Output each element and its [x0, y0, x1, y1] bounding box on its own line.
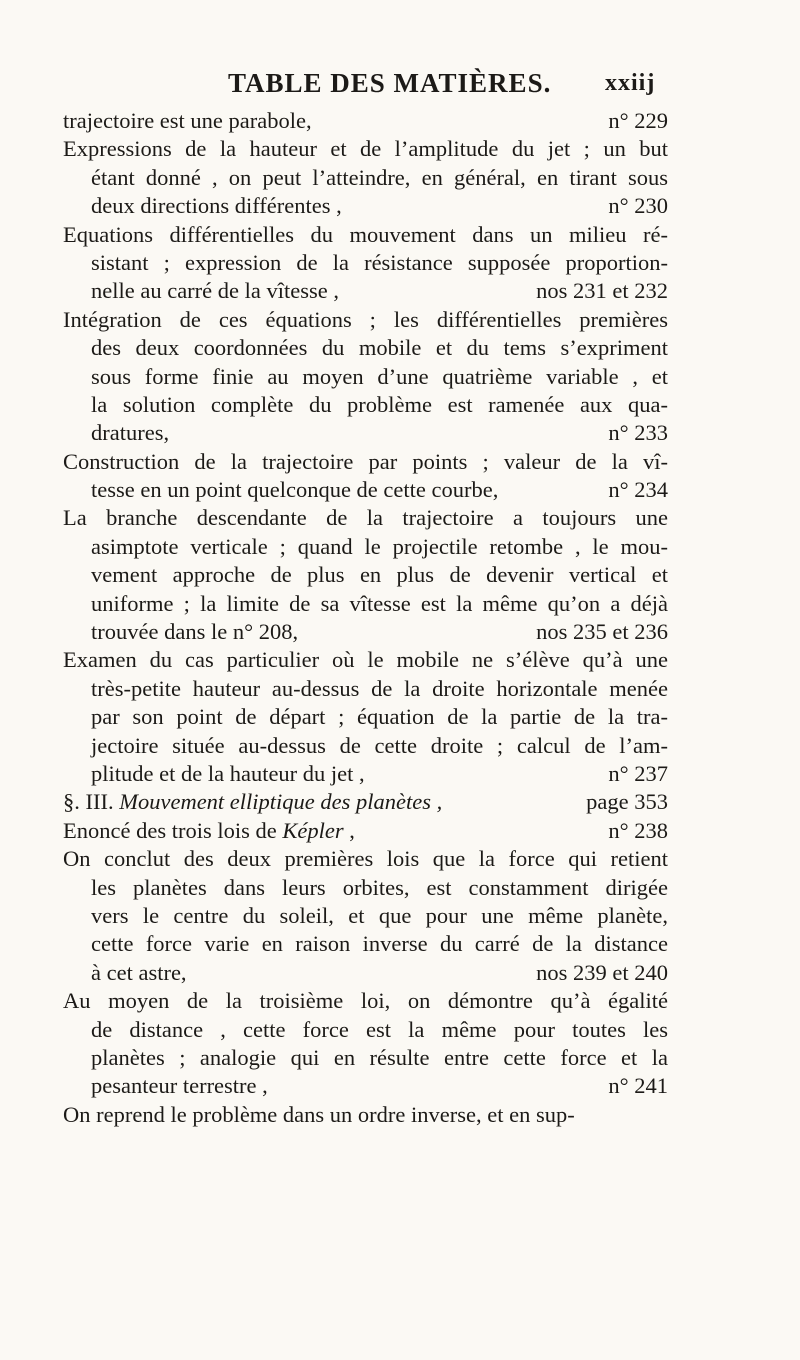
- page-number: xxiij: [605, 70, 656, 96]
- toc-line: [0, 504, 800, 532]
- toc-line-text: les planètes dans leurs orbites, est constamment dirigée: [91, 874, 668, 900]
- toc-line: [0, 732, 800, 760]
- toc-line: [0, 646, 800, 674]
- toc-line-text: sistant ; expression de la résistance supposée proportion-: [91, 249, 668, 275]
- toc-line: [0, 306, 800, 334]
- toc-line-text: asimptote verticale ; quand le projectile retombe , le mou-: [91, 533, 668, 559]
- toc-line-text: Intégration de ces équations ; les différentielles premières: [63, 306, 668, 332]
- toc-entry: [0, 107, 800, 135]
- toc-line: [0, 277, 800, 305]
- toc-line: [0, 1044, 800, 1072]
- toc-entry: [0, 504, 800, 646]
- toc-entry: [0, 1101, 800, 1129]
- section-heading: [0, 788, 800, 816]
- toc-line: [0, 675, 800, 703]
- toc-line-text: [63, 788, 442, 816]
- italic-text: Mouvement elliptique des planètes ,: [119, 789, 443, 815]
- toc-line-text: plitude et de la hauteur du jet ,: [91, 760, 365, 786]
- toc-line: [0, 561, 800, 589]
- toc-line: [0, 164, 800, 192]
- article-reference: n° 230: [608, 193, 668, 219]
- toc-line-text: vers le centre du soleil, et que pour une même planète,: [91, 902, 668, 928]
- toc-line-text: des deux coordonnées du mobile et du tems s’expriment: [91, 335, 668, 361]
- page-reference: page 353: [586, 789, 668, 815]
- toc-entry: [0, 646, 800, 788]
- toc-line-text: Construction de la trajectoire par points ; valeur de la vî-: [63, 448, 668, 474]
- toc-line: [0, 817, 800, 845]
- toc-entry: [0, 221, 800, 306]
- article-reference: n° 233: [608, 420, 668, 446]
- toc-line-text: Examen du cas particulier où le mobile ne s’élève qu’à une: [63, 647, 668, 673]
- toc-line-text: nelle au carré de la vîtesse ,: [91, 278, 339, 304]
- toc-line: [0, 192, 800, 220]
- article-reference: nos 231 et 232: [536, 278, 668, 304]
- toc-line: [0, 1101, 800, 1129]
- toc-line: [0, 788, 800, 816]
- toc-entry: [0, 817, 800, 845]
- article-reference: n° 241: [608, 1073, 668, 1099]
- toc-line: [0, 334, 800, 362]
- article-reference: nos 235 et 236: [536, 619, 668, 645]
- toc-line: [0, 363, 800, 391]
- toc-entry: [0, 845, 800, 987]
- toc-line: [0, 845, 800, 873]
- toc-line-text: deux directions différentes ,: [91, 193, 342, 219]
- toc-line-text: dratures,: [91, 420, 170, 446]
- toc-line: [0, 476, 800, 504]
- toc-line-text: [63, 817, 355, 845]
- toc-line: [0, 135, 800, 163]
- header-title: TABLE DES MATIÈRES.: [228, 68, 552, 98]
- toc-line-text: tesse en un point quelconque de cette courbe,: [91, 477, 499, 503]
- toc-line-text: trajectoire est une parabole,: [63, 108, 312, 133]
- toc-line: [0, 448, 800, 476]
- toc-line-text: la solution complète du problème est ramenée aux qua-: [91, 391, 668, 417]
- toc-line-text: Expressions de la hauteur et de l’amplitude du jet ; un but: [63, 136, 668, 162]
- toc-line: [0, 107, 800, 135]
- toc-line-text: cette force varie en raison inverse du carré de la distance: [91, 931, 668, 957]
- article-reference: n° 237: [608, 760, 668, 786]
- toc-line: [0, 590, 800, 618]
- toc-entry: [0, 448, 800, 505]
- toc-line-text: vement approche de plus en plus de devenir vertical et: [91, 562, 668, 588]
- toc-line-text: étant donné , on peut l’atteindre, en général, en tirant sous: [91, 164, 668, 190]
- article-reference: n° 238: [608, 817, 668, 843]
- toc-line-text: pesanteur terrestre ,: [91, 1073, 268, 1099]
- toc-line: [0, 760, 800, 788]
- article-reference: n° 234: [608, 477, 668, 503]
- toc-line-text: sous forme finie au moyen d’une quatrième variable , et: [91, 363, 668, 389]
- toc-line: [0, 902, 800, 930]
- toc-entry: [0, 306, 800, 448]
- toc-line: [0, 1016, 800, 1044]
- section-number: §. III.: [63, 789, 114, 815]
- toc-line-text: à cet astre,: [91, 959, 187, 985]
- toc-line-text: par son point de départ ; équation de la partie de la tra-: [91, 704, 668, 730]
- toc-line-text: planètes ; analogie qui en résulte entre cette force et la: [91, 1044, 668, 1070]
- article-reference: n° 229: [608, 108, 668, 133]
- italic-text: Képler: [282, 817, 344, 843]
- toc-line-text: très-petite hauteur au-dessus de la droite horizontale menée: [91, 675, 668, 701]
- toc-line: [0, 987, 800, 1015]
- running-header: [0, 68, 800, 102]
- toc-line-text: On reprend le problème dans un ordre inverse, et en sup-: [63, 1101, 575, 1127]
- toc-line-text: uniforme ; la limite de sa vîtesse est la même qu’on a déjà: [91, 590, 668, 616]
- toc-line: [0, 703, 800, 731]
- toc-line: [0, 419, 800, 447]
- toc-line-text: On conclut des deux premières lois que la force qui retient: [63, 846, 668, 872]
- table-of-contents-body: [0, 107, 800, 1129]
- entry-punctuation: ,: [343, 817, 355, 843]
- toc-line-text: trouvée dans le n° 208,: [91, 619, 299, 645]
- article-reference: nos 239 et 240: [536, 959, 668, 985]
- toc-line-text: Equations différentielles du mouvement dans un milieu ré-: [63, 221, 668, 247]
- toc-line: [0, 959, 800, 987]
- toc-line: [0, 249, 800, 277]
- toc-entry: [0, 135, 800, 220]
- toc-line: [0, 221, 800, 249]
- toc-line-text: de distance , cette force est la même pour toutes les: [91, 1016, 668, 1042]
- toc-line: [0, 533, 800, 561]
- toc-line: [0, 391, 800, 419]
- toc-line: [0, 1072, 800, 1100]
- toc-line-text: jectoire située au-dessus de cette droite ; calcul de l’am-: [91, 732, 668, 758]
- toc-line: [0, 874, 800, 902]
- toc-line-text: Au moyen de la troisième loi, on démontre qu’à égalité: [63, 988, 668, 1014]
- entry-text: Enoncé des trois lois de: [63, 817, 277, 843]
- toc-line: [0, 618, 800, 646]
- toc-line: [0, 930, 800, 958]
- toc-entry: [0, 987, 800, 1101]
- toc-line-text: La branche descendante de la trajectoire a toujours une: [63, 505, 668, 531]
